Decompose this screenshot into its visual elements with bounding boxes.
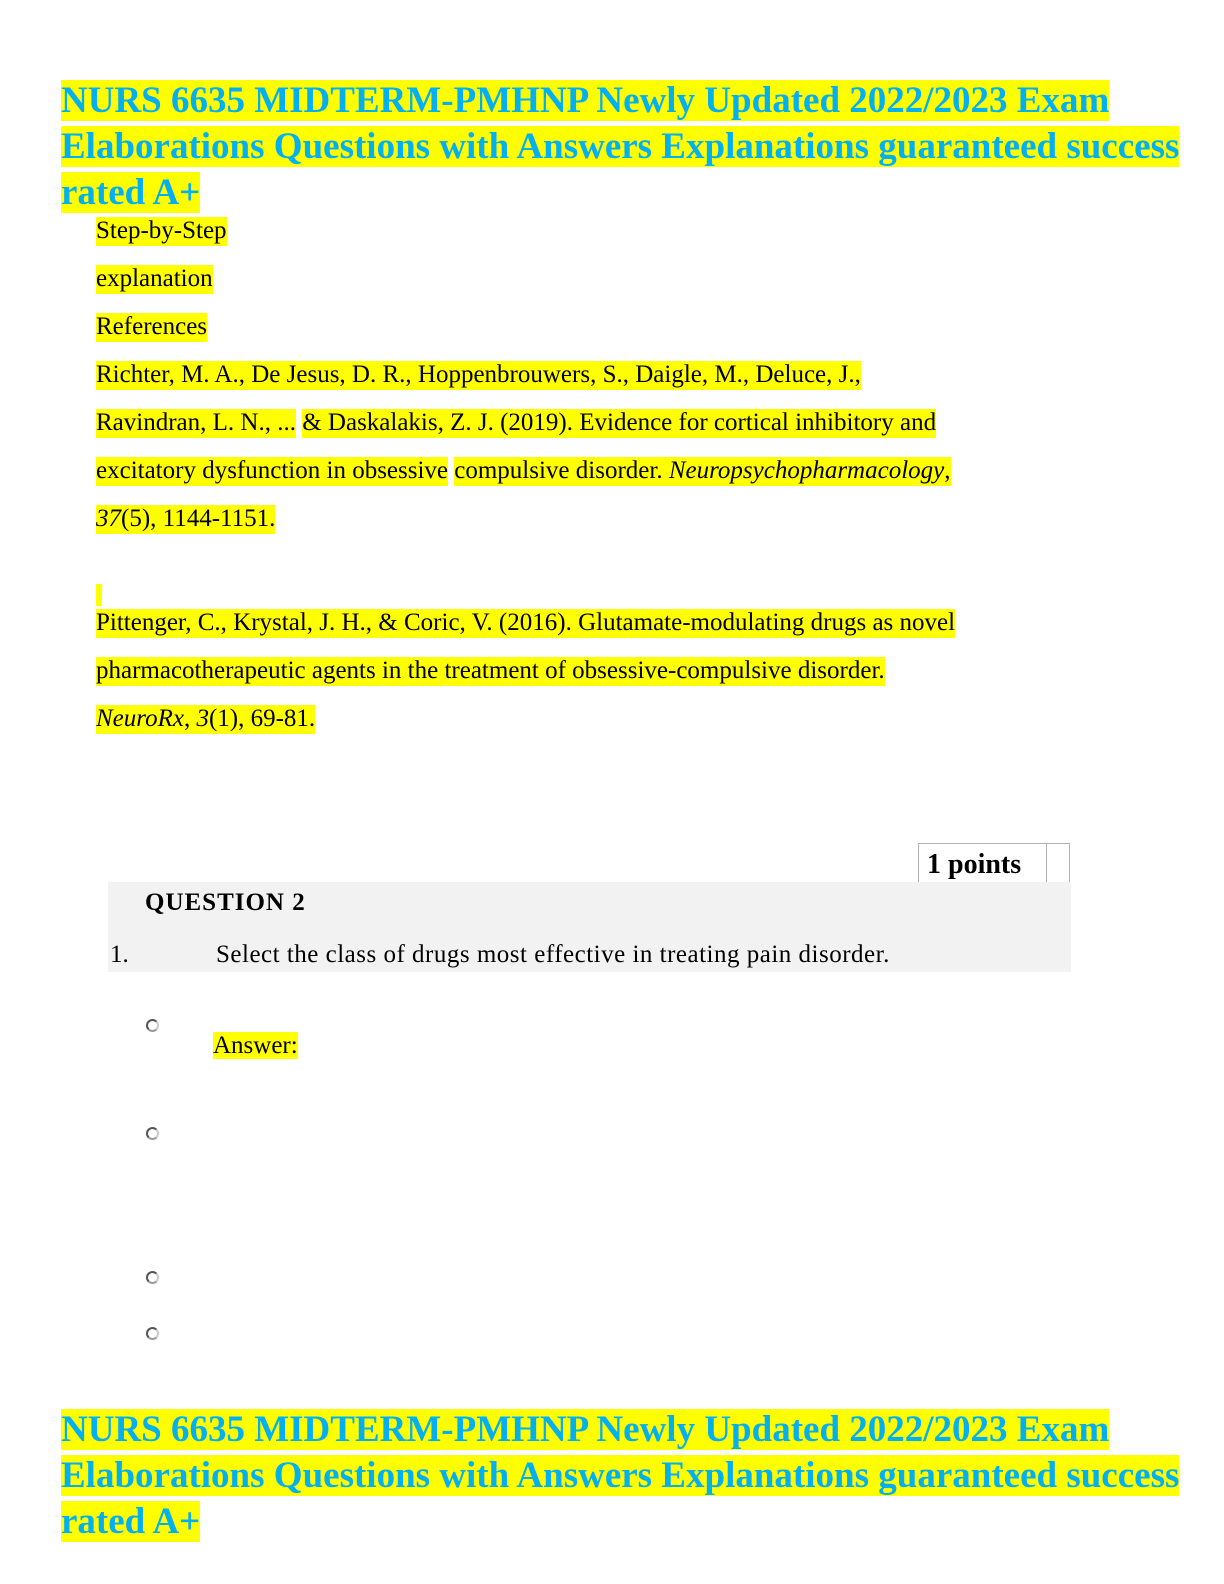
document-footer-title [61, 1407, 1211, 1545]
reference-1-title-tail: compulsive disorder. [454, 457, 663, 484]
reference-2-citation [96, 705, 251, 734]
points-label: 1 points [927, 849, 1022, 880]
reference-2-line-1 [96, 607, 955, 639]
explanation-line [96, 263, 213, 295]
question-heading: QUESTION 2 [145, 889, 306, 916]
reference-2-text: Pittenger, C., Krystal, J. H., & Coric, V. (2016). Glutamate-modulating drugs as novel [96, 609, 956, 636]
document-title-text: NURS 6635 MIDTERM-PMHNP Newly Updated 2022/2023 Exam Elaborations Questions with Answers Explanations guaranteed success rated A+ [61, 80, 1180, 213]
reference-1-journal: Neuropsychopharmacology [668, 457, 945, 484]
reference-2-journal: NeuroRx [96, 705, 184, 732]
reference-2-line-2 [96, 655, 885, 687]
reference-2-pages: 69-81. [250, 705, 316, 732]
reference-1-title-start: & Daskalakis, Z. J. (2019). Evidence for cortical inhibitory and [302, 409, 937, 436]
question-text: Select the class of drugs most effective in treating pain disorder. [216, 941, 890, 968]
reference-1-volume-line [96, 505, 275, 534]
step-by-step-text: Step-by-Step [96, 217, 227, 244]
question-number: 1. [110, 941, 129, 968]
answer-option-radio-3[interactable] [146, 1271, 159, 1284]
reference-1-title-mid: excitatory dysfunction in obsessive [96, 457, 449, 484]
reference-1-authors-cont: Ravindran, L. N., ... [96, 409, 296, 436]
step-by-step-line [96, 215, 227, 247]
reference-2-title: pharmacotherapeutic agents in the treatment of obsessive-compulsive disorder. [96, 657, 885, 684]
points-divider [1046, 844, 1047, 884]
answer-label-text: Answer: [213, 1032, 298, 1059]
highlight-mark [96, 584, 102, 606]
reference-1-text: Richter, M. A., De Jesus, D. R., Hoppenbrouwers, S., Daigle, M., Deluce, J., [96, 361, 861, 388]
reference-1-title-end [454, 457, 950, 486]
reference-1-line-3 [96, 455, 951, 487]
reference-1-comma: , [944, 457, 951, 484]
reference-1-line-4 [96, 503, 275, 535]
document-footer-title-text: NURS 6635 MIDTERM-PMHNP Newly Updated 2022/2023 Exam Elaborations Questions with Answers Explanations guaranteed success rated A+ [61, 1409, 1180, 1542]
reference-1-line-1 [96, 359, 861, 391]
explanation-text: explanation [96, 265, 213, 292]
references-heading-text: References [96, 313, 208, 340]
reference-2-volume: 3 [196, 705, 209, 732]
answer-option-radio-1[interactable] [146, 1019, 159, 1032]
answer-label [213, 1031, 298, 1061]
reference-2-sep: , [183, 705, 197, 732]
reference-1-pages: (5), 1144-1151. [121, 505, 276, 532]
answer-option-radio-2[interactable] [146, 1127, 159, 1140]
reference-1-line-2 [96, 407, 936, 439]
reference-1-volume: 37 [96, 505, 121, 532]
question-panel [108, 882, 1071, 972]
reference-2-issue: (1), [208, 705, 251, 732]
reference-2-line-3 [96, 703, 315, 735]
references-heading [96, 311, 207, 343]
points-box [918, 843, 1070, 883]
document-title [61, 78, 1211, 216]
answer-option-radio-4[interactable] [146, 1327, 159, 1340]
